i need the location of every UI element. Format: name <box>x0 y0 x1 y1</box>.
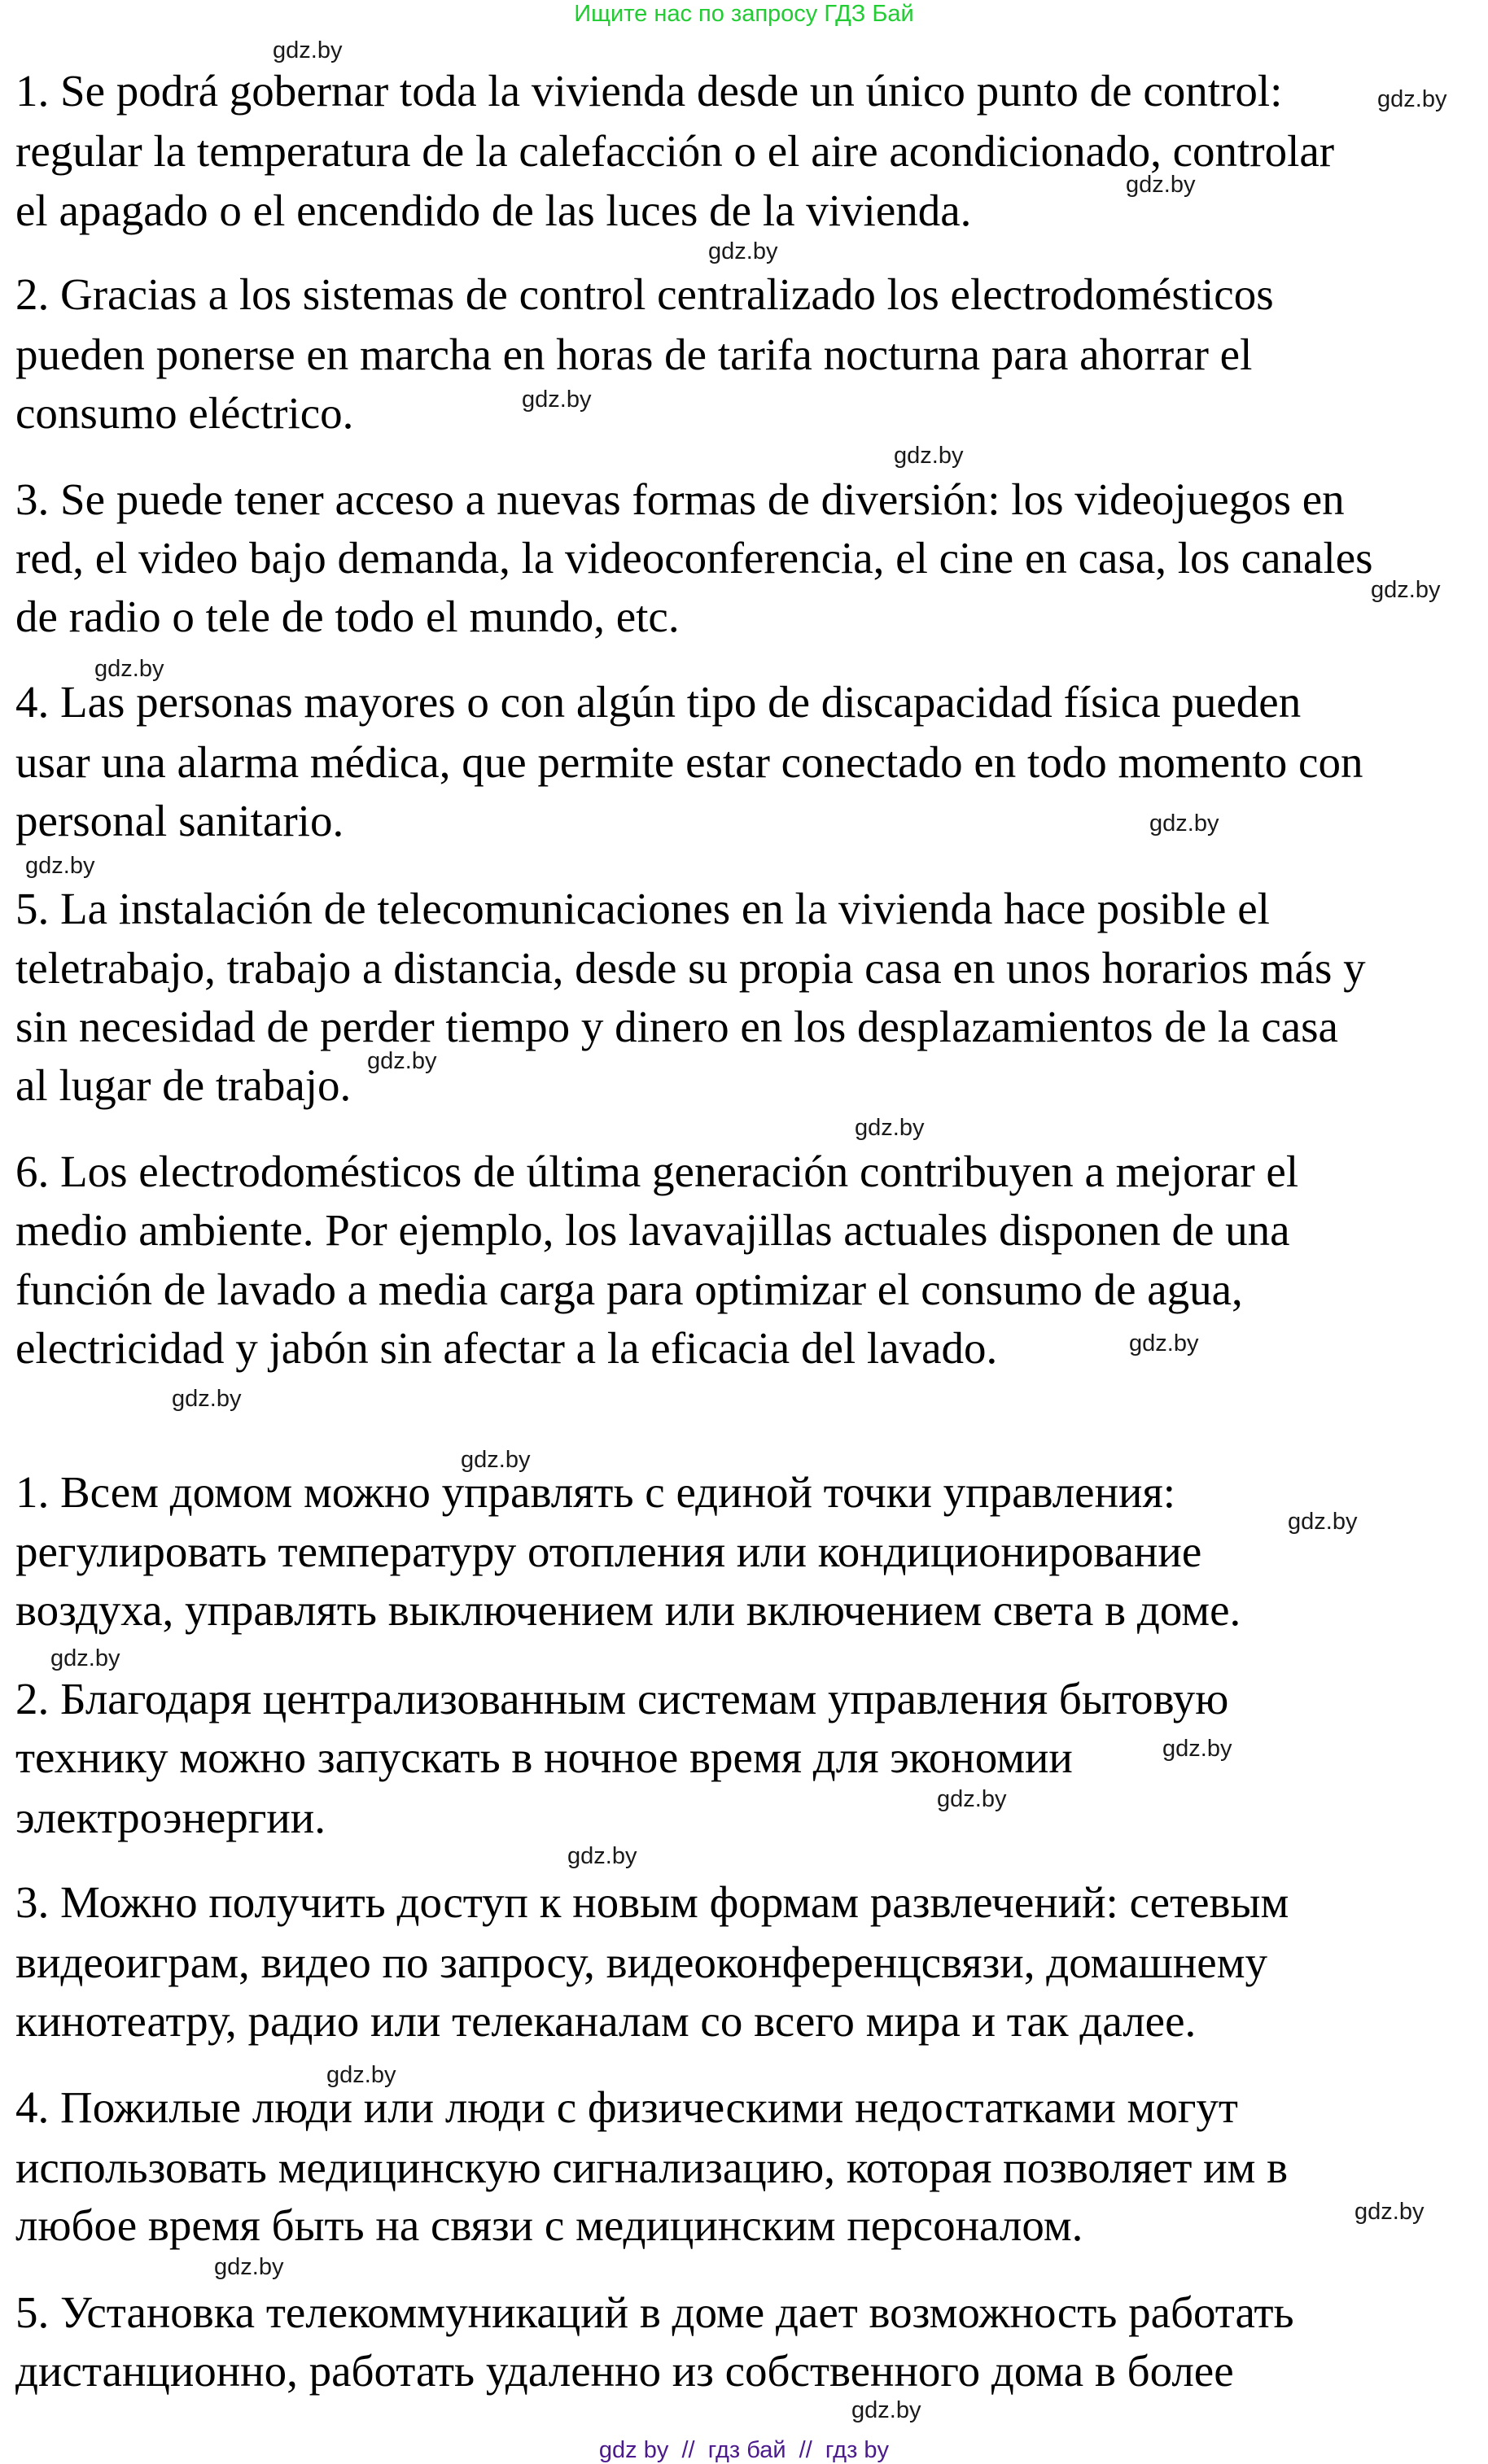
text-line: дистанционно, работать удаленно из собственного дома в более <box>15 2346 1234 2396</box>
text-line: electricidad y jabón sin afectar a la eficacia del lavado. <box>15 1323 998 1373</box>
text-line: 6. Los electrodomésticos de última generación contribuyen a mejorar el <box>15 1147 1299 1196</box>
text-line: 2. Gracias a los sistemas de control centralizado los electrodomésticos <box>15 269 1274 319</box>
watermark: gdz.by <box>1149 810 1219 837</box>
text-line: función de lavado a media carga para optimizar el consumo de agua, <box>15 1265 1243 1314</box>
text-line: consumo eléctrico. <box>15 388 354 438</box>
watermark: gdz.by <box>94 656 164 682</box>
text-line: любое время быть на связи с медицинским персоналом. <box>15 2200 1083 2250</box>
text-line: el apagado o el encendido de las luces de la vivienda. <box>15 186 972 235</box>
watermark: gdz.by <box>1371 577 1441 603</box>
text-line: технику можно запускать в ночное время для экономии <box>15 1732 1073 1782</box>
watermark: gdz.by <box>1377 86 1447 112</box>
text-line: 4. Пожилые люди или люди с физическими недостатками могут <box>15 2082 1238 2132</box>
text-line: 5. Установка телекоммуникаций в доме дает возможность работать <box>15 2287 1294 2337</box>
watermark: gdz.by <box>172 1386 242 1412</box>
watermark: gdz.by <box>273 37 343 63</box>
watermark: gdz.by <box>1288 1509 1358 1535</box>
watermark: gdz.by <box>326 2062 396 2088</box>
text-line: 1. Se podrá gobernar toda la vivienda desde un único punto de control: <box>15 66 1283 116</box>
text-line: regular la temperatura de la calefacción o el aire acondicionado, controlar <box>15 126 1335 176</box>
text-line: воздуха, управлять выключением или включением света в доме. <box>15 1585 1241 1635</box>
watermark: gdz.by <box>855 1115 925 1141</box>
text-line: электроэнергии. <box>15 1793 326 1842</box>
watermark: gdz.by <box>367 1048 437 1074</box>
site-footer-links[interactable]: gdz by // гдз бай // гдз by <box>598 2437 890 2463</box>
text-line: 1. Всем домом можно управлять с единой точки управления: <box>15 1467 1176 1517</box>
text-line: 3. Можно получить доступ к новым формам развлечений: сетевым <box>15 1877 1289 1927</box>
text-line: de radio o tele de todo el mundo, etc. <box>15 592 680 641</box>
text-line: usar una alarma médica, que permite estar conectado en todo momento con <box>15 737 1363 787</box>
watermark: gdz.by <box>1355 2199 1425 2225</box>
text-line: al lugar de trabajo. <box>15 1060 352 1110</box>
text-line: sin necesidad de perder tiempo y dinero en los desplazamientos de la casa <box>15 1002 1338 1051</box>
text-line: medio ambiente. Por ejemplo, los lavavajillas actuales disponen de una <box>15 1205 1290 1255</box>
text-line: 4. Las personas mayores o con algún tipo de discapacidad física pueden <box>15 677 1302 727</box>
watermark: gdz.by <box>1126 172 1196 198</box>
text-line: red, el video bajo demanda, la videoconferencia, el cine en casa, los canales <box>15 533 1373 583</box>
watermark: gdz.by <box>25 853 95 879</box>
watermark: gdz.by <box>1129 1330 1199 1357</box>
text-line: кинотеатру, радио или телеканалам со всего мира и так далее. <box>15 1996 1197 2046</box>
text-line: видеоиграм, видео по запросу, видеоконференцсвязи, домашнему <box>15 1938 1268 1987</box>
text-line: pueden ponerse en marcha en horas de tarifa nocturna para ahorrar el <box>15 330 1253 379</box>
watermark: gdz.by <box>214 2254 284 2280</box>
text-line: personal sanitario. <box>15 796 344 845</box>
text-line: регулировать температуру отопления или кондиционирование <box>15 1527 1202 1576</box>
watermark: gdz.by <box>937 1786 1007 1812</box>
watermark: gdz.by <box>1162 1736 1232 1762</box>
text-line: teletrabajo, trabajo a distancia, desde su propia casa en unos horarios más y <box>15 943 1366 993</box>
watermark: gdz.by <box>708 238 778 264</box>
watermark: gdz.by <box>894 443 964 469</box>
text-line: 2. Благодаря централизованным системам управления бытовую <box>15 1674 1229 1723</box>
watermark: gdz.by <box>522 387 592 413</box>
text-line: 3. Se puede tener acceso a nuevas formas de diversión: los videojuegos en <box>15 474 1345 524</box>
watermark: gdz.by <box>851 2397 921 2423</box>
search-banner: Ищите нас по запросу ГДЗ Бай <box>574 1 914 27</box>
watermark: gdz.by <box>50 1645 120 1671</box>
text-line: 5. La instalación de telecomunicaciones en la vivienda hace posible el <box>15 884 1270 933</box>
watermark: gdz.by <box>461 1447 531 1473</box>
watermark: gdz.by <box>567 1843 637 1869</box>
text-line: использовать медицинскую сигнализацию, которая позволяет им в <box>15 2143 1289 2192</box>
